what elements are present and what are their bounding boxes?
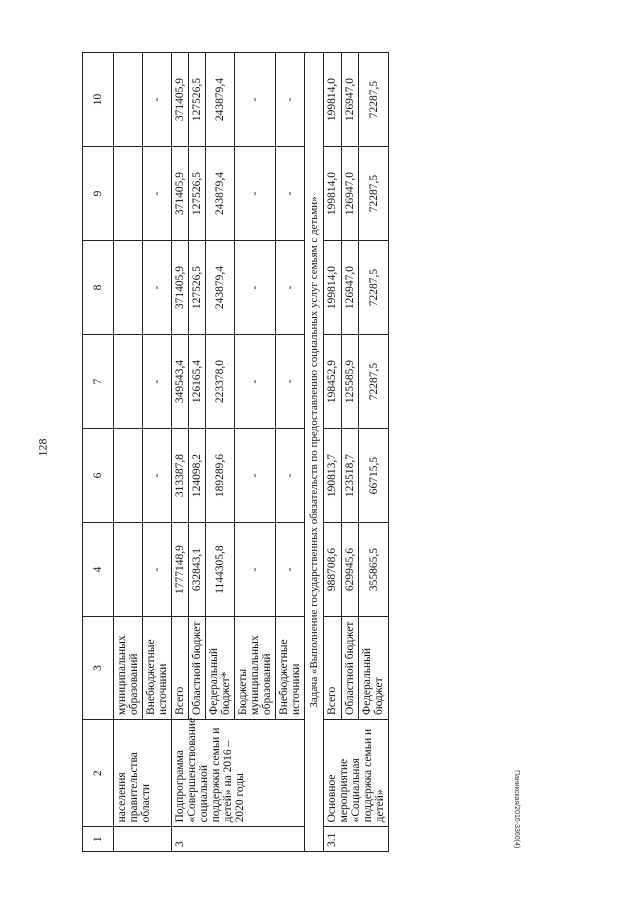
cell-name: Основное мероприятие «Социальная поддержка семьи и детей» <box>324 719 389 826</box>
cell-value: - <box>235 429 276 523</box>
cell-value <box>114 429 143 523</box>
cell-source: Внебюджетные источники <box>276 617 305 720</box>
cell-value <box>114 147 143 241</box>
cell-value: - <box>143 429 172 523</box>
cell-value: 127526,5 <box>189 53 206 147</box>
col-header: 1 <box>83 827 114 852</box>
cell-value: - <box>143 53 172 147</box>
cell-value: 349543,4 <box>172 335 189 429</box>
cell-value: - <box>143 335 172 429</box>
cell-value: 126947,0 <box>341 53 359 147</box>
cell-value: - <box>276 53 305 147</box>
cell-value: - <box>276 241 305 335</box>
cell-value: - <box>143 147 172 241</box>
cell-value: 127526,5 <box>189 241 206 335</box>
cell-name: населения правительства области <box>114 719 172 826</box>
cell-value: 124098,2 <box>189 429 206 523</box>
col-header: 10 <box>83 53 114 147</box>
cell-value: 355865,5 <box>359 523 389 617</box>
cell-value: - <box>235 523 276 617</box>
cell-value: - <box>276 335 305 429</box>
cell-value: 72287,5 <box>359 147 389 241</box>
rotated-table-container <box>82 52 612 852</box>
cell-num: 3 <box>172 827 305 852</box>
col-header: 2 <box>83 719 114 826</box>
cell-value: 72287,5 <box>359 53 389 147</box>
cell-value: 125585,9 <box>341 335 359 429</box>
cell-source: Областной бюджет <box>189 617 206 720</box>
cell-value: - <box>235 53 276 147</box>
cell-num <box>114 827 172 852</box>
cell-value: 313387,8 <box>172 429 189 523</box>
cell-source: Федеральный бюджет* <box>206 617 235 720</box>
header-row <box>83 53 114 852</box>
cell-value: 199814,0 <box>324 147 342 241</box>
cell-value: 199814,0 <box>324 241 342 335</box>
cell-value: 199814,0 <box>324 53 342 147</box>
cell-value: - <box>235 241 276 335</box>
cell-value: 371405,9 <box>172 147 189 241</box>
cell-value: 190813,7 <box>324 429 342 523</box>
col-header: 7 <box>83 335 114 429</box>
cell-value: - <box>143 523 172 617</box>
task-row <box>305 53 324 852</box>
cell-source: Бюджеты муниципальных образований <box>235 617 276 720</box>
cell-value: - <box>276 147 305 241</box>
cell-value: 988708,6 <box>324 523 342 617</box>
cell-value: 1144305,8 <box>206 523 235 617</box>
cell-value: 126947,0 <box>341 147 359 241</box>
cell-source: Федеральный бюджет <box>359 617 389 720</box>
cell-value: 243879,4 <box>206 241 235 335</box>
cell-value: 127526,5 <box>189 147 206 241</box>
cell-value: 66715,5 <box>359 429 389 523</box>
cell-value: 189289,6 <box>206 429 235 523</box>
cell-value: 72287,5 <box>359 241 389 335</box>
footer-reference: Паникская/2016-3360(4) <box>513 770 520 849</box>
budget-table <box>82 52 389 852</box>
cell-source: Областной бюджет <box>341 617 359 720</box>
cell-value: 223378,0 <box>206 335 235 429</box>
cell-value: - <box>276 523 305 617</box>
cell-name: Подпрограмма «Совершенствование социальной поддержки семьи и детей» на 2016 – 2020 годы <box>172 719 305 826</box>
cell-value: 371405,9 <box>172 53 189 147</box>
cell-value <box>114 335 143 429</box>
cell-value: - <box>235 335 276 429</box>
col-header: 6 <box>83 429 114 523</box>
page-number: 128 <box>35 438 50 457</box>
cell-value: 198452,9 <box>324 335 342 429</box>
cell-num: 3.1 <box>324 827 389 852</box>
col-header: 4 <box>83 523 114 617</box>
cell-value: 1777148,9 <box>172 523 189 617</box>
table-row <box>172 53 189 852</box>
cell-value <box>114 241 143 335</box>
cell-value: 632843,1 <box>189 523 206 617</box>
cell-value <box>114 523 143 617</box>
table-row <box>324 53 342 852</box>
cell-value <box>114 53 143 147</box>
table-row <box>114 53 143 852</box>
cell-value: 243879,4 <box>206 53 235 147</box>
cell-value: 126165,4 <box>189 335 206 429</box>
cell-value: - <box>235 147 276 241</box>
cell-value: 629945,6 <box>341 523 359 617</box>
task-heading: Задача «Выполнение государственных обязательств по предоставлению социальных услуг семьям с детьми» <box>305 53 324 852</box>
cell-value: 123518,7 <box>341 429 359 523</box>
cell-value: 126947,0 <box>341 241 359 335</box>
cell-source: Всего <box>172 617 189 720</box>
col-header: 3 <box>83 617 114 720</box>
cell-value: - <box>276 429 305 523</box>
cell-value: 371405,9 <box>172 241 189 335</box>
col-header: 8 <box>83 241 114 335</box>
cell-value: - <box>143 241 172 335</box>
col-header: 9 <box>83 147 114 241</box>
cell-source: Внебюджетные источники <box>143 617 172 720</box>
cell-value: 243879,4 <box>206 147 235 241</box>
cell-source: Всего <box>324 617 342 720</box>
cell-value: 72287,5 <box>359 335 389 429</box>
cell-source: муниципальных образований <box>114 617 143 720</box>
